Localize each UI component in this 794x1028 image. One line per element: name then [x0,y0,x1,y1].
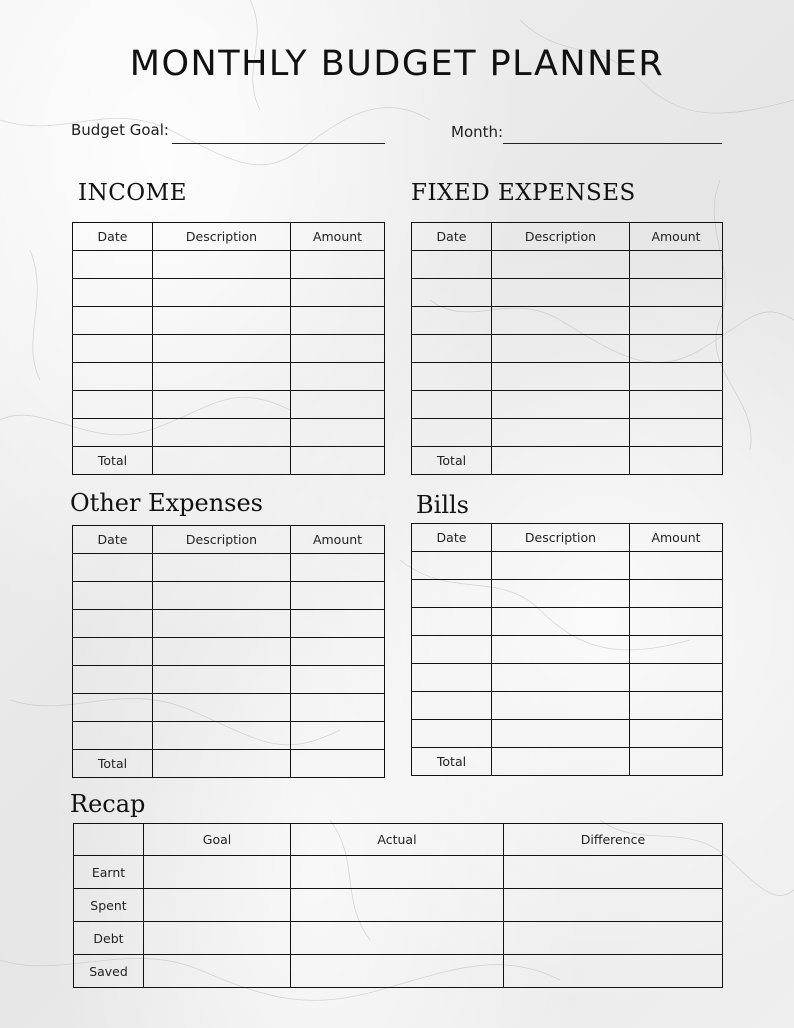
total-label: Total [412,447,492,475]
cell[interactable] [630,580,723,608]
cell[interactable] [630,307,723,335]
total-row [73,750,385,778]
total-amount-cell[interactable] [291,750,385,778]
cell[interactable] [291,666,385,694]
row-label-earnt: Earnt [74,856,144,889]
cell[interactable] [630,363,723,391]
cell[interactable] [412,419,492,447]
column-header-actual: Actual [291,824,504,856]
cell[interactable] [291,554,385,582]
table-row [412,391,723,419]
table-row [412,636,723,664]
cell[interactable] [630,636,723,664]
cell[interactable] [73,666,153,694]
table-row [412,419,723,447]
cell[interactable] [153,419,291,447]
cell[interactable] [291,335,385,363]
cell[interactable] [492,664,630,692]
cell[interactable] [492,307,630,335]
row-label-saved: Saved [74,955,144,988]
total-amount-cell[interactable] [291,447,385,475]
cell[interactable] [492,391,630,419]
cell[interactable] [492,335,630,363]
month-field[interactable] [503,143,722,144]
cell[interactable] [412,307,492,335]
cell[interactable] [492,419,630,447]
cell[interactable] [504,889,723,922]
total-label: Total [73,750,153,778]
table-row [73,391,385,419]
cell[interactable] [73,391,153,419]
page-title: MONTHLY BUDGET PLANNER [129,44,665,84]
table-row [412,608,723,636]
other-expenses-heading: Other Expenses [70,489,263,517]
column-header-description: Description [492,223,630,251]
column-header-description: Description [153,526,291,554]
cell[interactable] [412,251,492,279]
cell[interactable] [412,636,492,664]
recap-row-spent [74,889,723,922]
cell[interactable] [412,391,492,419]
cell[interactable] [291,922,504,955]
cell[interactable] [504,955,723,988]
table-row [73,554,385,582]
cell[interactable] [492,363,630,391]
column-header-date: Date [412,223,492,251]
cell[interactable] [412,580,492,608]
cell[interactable] [291,889,504,922]
table-row [412,251,723,279]
cell[interactable] [73,638,153,666]
cell[interactable] [291,638,385,666]
table-row [412,552,723,580]
cell[interactable] [153,638,291,666]
cell[interactable] [492,608,630,636]
column-header-date: Date [73,526,153,554]
cell[interactable] [630,419,723,447]
row-label-spent: Spent [74,889,144,922]
cell[interactable] [291,251,385,279]
cell[interactable] [73,722,153,750]
table-row [412,720,723,748]
recap-row-debt [74,922,723,955]
cell[interactable] [291,391,385,419]
column-header-amount: Amount [630,223,723,251]
cell[interactable] [412,664,492,692]
cell[interactable] [492,692,630,720]
column-header-description: Description [492,524,630,552]
column-header-amount: Amount [291,223,385,251]
cell[interactable] [630,552,723,580]
row-label-debt: Debt [74,922,144,955]
cell[interactable] [153,363,291,391]
cell[interactable] [144,922,291,955]
income-heading: INCOME [78,180,188,206]
recap-table [73,823,723,988]
cell[interactable] [504,856,723,889]
total-row [412,447,723,475]
cell[interactable] [630,692,723,720]
total-row [412,748,723,776]
column-header-difference: Difference [504,824,723,856]
cell[interactable] [492,251,630,279]
cell[interactable] [412,552,492,580]
other-expenses-table [72,525,385,778]
month-label: Month: [451,123,504,141]
recap-heading: Recap [70,790,146,818]
table-row [73,363,385,391]
total-label: Total [73,447,153,475]
table-row [73,582,385,610]
total-label: Total [412,748,492,776]
cell[interactable] [492,447,630,475]
table-row [73,610,385,638]
cell[interactable] [73,694,153,722]
table-row [73,279,385,307]
cell[interactable] [153,251,291,279]
cell[interactable] [291,722,385,750]
cell[interactable] [492,636,630,664]
cell[interactable] [153,307,291,335]
cell[interactable] [153,610,291,638]
column-header-description: Description [153,223,291,251]
bills-table [411,523,723,776]
budget-goal-field[interactable] [172,143,385,144]
cell[interactable] [492,279,630,307]
cell[interactable] [291,279,385,307]
cell[interactable] [153,666,291,694]
cell[interactable] [492,720,630,748]
column-header-date: Date [412,524,492,552]
column-header-goal: Goal [144,824,291,856]
cell[interactable] [153,335,291,363]
cell[interactable] [73,251,153,279]
table-row [73,722,385,750]
cell[interactable] [291,582,385,610]
table-row [412,692,723,720]
cell[interactable] [153,582,291,610]
cell[interactable] [73,554,153,582]
table-row [412,335,723,363]
cell[interactable] [291,363,385,391]
cell[interactable] [291,307,385,335]
column-header-amount: Amount [291,526,385,554]
cell[interactable] [73,335,153,363]
cell[interactable] [630,608,723,636]
column-header-amount: Amount [630,524,723,552]
fixed-expenses-table [411,222,723,475]
cell[interactable] [291,955,504,988]
table-row [73,694,385,722]
table-row [412,307,723,335]
cell[interactable] [291,694,385,722]
cell[interactable] [153,447,291,475]
total-amount-cell[interactable] [630,447,723,475]
recap-row-saved [74,955,723,988]
bills-heading: Bills [416,491,469,519]
column-header-date: Date [73,223,153,251]
cell[interactable] [412,335,492,363]
table-row [73,666,385,694]
cell[interactable] [73,582,153,610]
cell[interactable] [153,694,291,722]
cell[interactable] [73,307,153,335]
total-amount-cell[interactable] [630,748,723,776]
budget-goal-label: Budget Goal: [71,121,169,139]
cell[interactable] [630,664,723,692]
cell[interactable] [73,610,153,638]
cell[interactable] [630,279,723,307]
cell[interactable] [291,610,385,638]
cell[interactable] [291,856,504,889]
table-row [412,363,723,391]
income-table [72,222,385,475]
cell[interactable] [412,720,492,748]
total-row [73,447,385,475]
cell[interactable] [144,856,291,889]
cell[interactable] [412,279,492,307]
cell[interactable] [630,720,723,748]
table-row [73,251,385,279]
recap-row-earnt [74,856,723,889]
cell[interactable] [412,608,492,636]
fixed-expenses-heading: FIXED EXPENSES [411,180,636,206]
cell[interactable] [630,335,723,363]
cell[interactable] [73,279,153,307]
recap-corner-cell [74,824,144,856]
table-row [73,335,385,363]
cell[interactable] [144,955,291,988]
cell[interactable] [412,363,492,391]
cell[interactable] [630,391,723,419]
table-row [73,307,385,335]
cell[interactable] [153,279,291,307]
table-row [73,638,385,666]
cell[interactable] [492,552,630,580]
table-row [73,419,385,447]
cell[interactable] [73,363,153,391]
cell[interactable] [291,419,385,447]
cell[interactable] [153,391,291,419]
table-row [412,279,723,307]
cell[interactable] [144,889,291,922]
cell[interactable] [492,580,630,608]
cell[interactable] [153,554,291,582]
cell[interactable] [412,692,492,720]
table-row [412,580,723,608]
cell[interactable] [504,922,723,955]
cell[interactable] [73,419,153,447]
cell[interactable] [630,251,723,279]
cell[interactable] [153,750,291,778]
table-row [412,664,723,692]
cell[interactable] [153,722,291,750]
cell[interactable] [492,748,630,776]
